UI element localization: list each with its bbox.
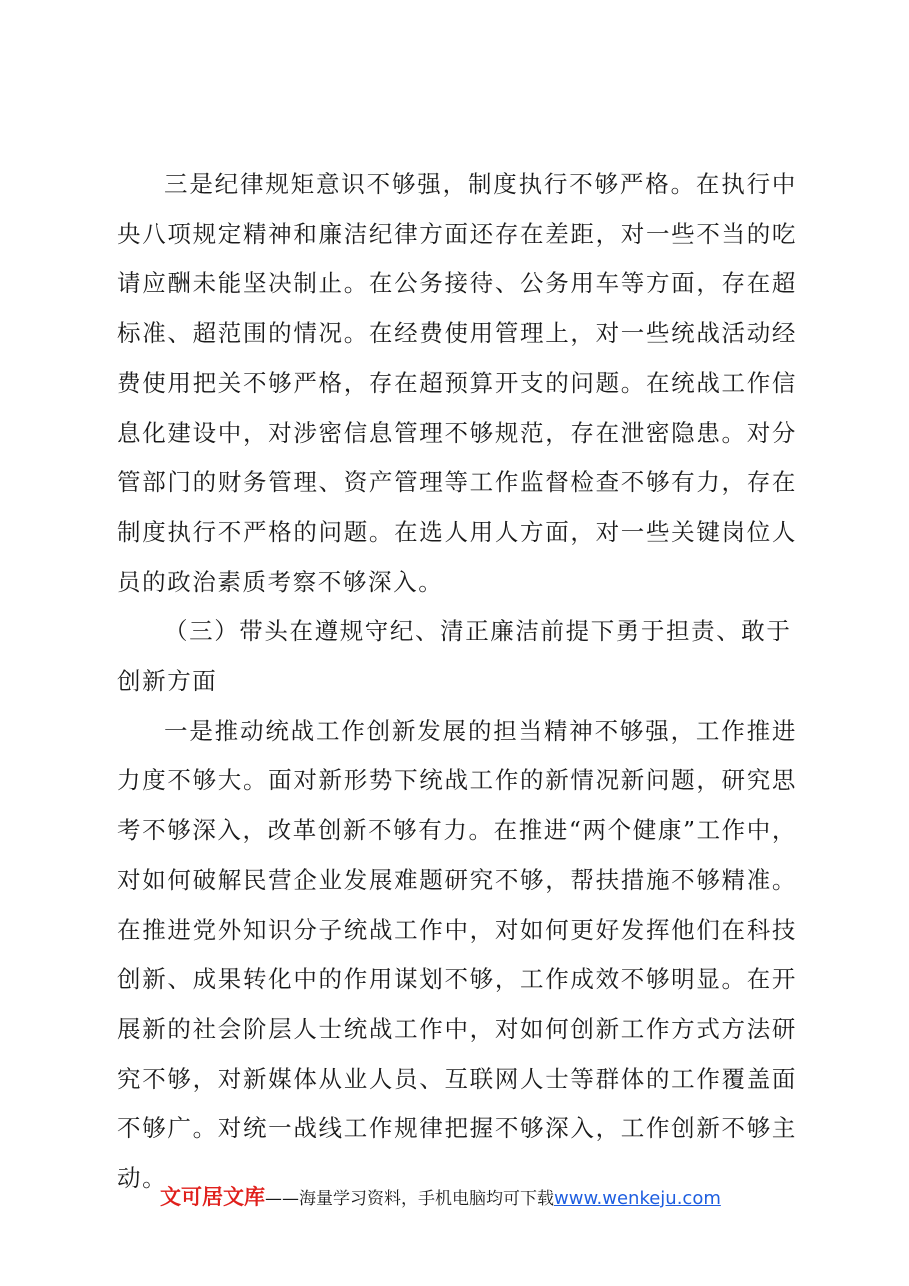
- paragraph-discipline: 三是纪律规矩意识不够强，制度执行不够严格。在执行中央八项规定精神和廉洁纪律方面还存在差距，对一些不当的吃请应酬未能坚决制止。在公务接待、公务用车等方面，存在超标准、超范围的情况。在经费使用管理上，对一些统战活动经费使用把关不够严格，存在超预算开支的问题。在统战工作信息化建设中，对涉密信息管理不够规范，存在泄密隐患。对分管部门的财务管理、资产管理等工作监督检查不够有力，存在制度执行不严格的问题。在选人用人方面，对一些关键岗位人员的政治素质考察不够深入。: [117, 170, 797, 596]
- footer-tagline: ——海量学习资料，手机电脑均可下载: [265, 1189, 554, 1209]
- brand-name: 文可居文库: [160, 1185, 265, 1209]
- document-body: [117, 160, 797, 1204]
- website-link[interactable]: www.wenkeju.com: [554, 1188, 721, 1209]
- section-heading: （三）带头在遵规守纪、清正廉洁前提下勇于担责、敢于创新方面: [117, 617, 792, 696]
- watermark-footer: [160, 1181, 800, 1211]
- paragraph-innovation: 一是推动统战工作创新发展的担当精神不够强，工作推进力度不够大。面对新形势下统战工作的新情况新问题，研究思考不够深入，改革创新不够有力。在推进“两个健康”工作中，对如何破解民营企业发展难题研究不够，帮扶措施不够精准。在推进党外知识分子统战工作中，对如何更好发挥他们在科技创新、成果转化中的作用谋划不够，工作成效不够明显。在开展新的社会阶层人士统战工作中，对如何创新工作方式方法研究不够，对新媒体从业人员、互联网人士等群体的工作覆盖面不够广。对统一战线工作规律把握不够深入，工作创新不够主动。: [117, 716, 797, 1193]
